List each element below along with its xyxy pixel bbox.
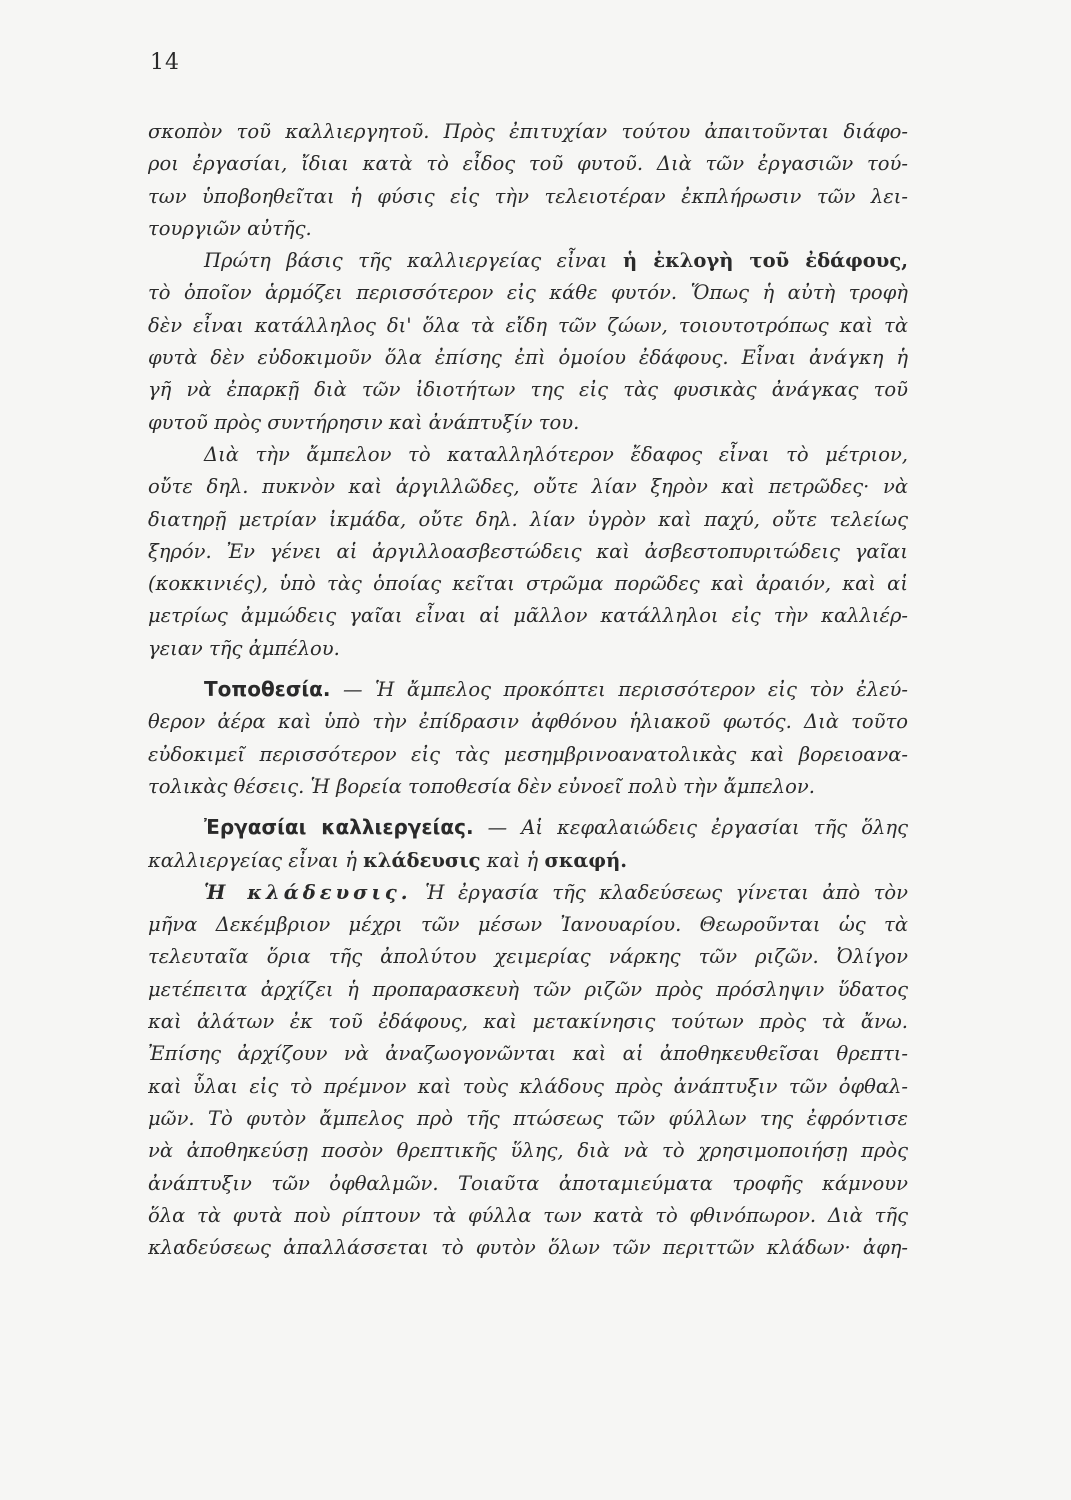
emphasis-digging: σκαφή. bbox=[544, 848, 628, 872]
text-line: ὅλα τὰ φυτὰ ποὺ ρίπτουν τὰ φύλλα των κατὰ τὸ φθινόπωρον. Διὰ τῆς bbox=[148, 1203, 908, 1227]
text-line: τολικὰς θέσεις. Ἡ βορεία τοποθεσία δὲν εὐνοεῖ πολὺ τὴν ἄμπελον. bbox=[148, 774, 815, 798]
text-line: θερον ἀέρα καὶ ὑπὸ τὴν ἐπίδρασιν ἀφθόνου ἡλιακοῦ φωτός. Διὰ τοῦτο bbox=[148, 710, 908, 734]
text-line: Ἐπίσης ἀρχίζουν νὰ ἀναζωογονῶνται καὶ αἱ ἀποθηκευθεῖσαι θρεπτι- bbox=[148, 1042, 908, 1066]
section-heading-cultivation: Ἐργασίαι καλλιεργείας. bbox=[204, 815, 474, 840]
text-line: καὶ ὗλαι εἰς τὸ πρέμνον καὶ τοὺς κλάδους πρὸς ἀνάπτυξιν τῶν ὀφθαλ- bbox=[148, 1074, 908, 1098]
paragraph-soil-choice bbox=[148, 245, 908, 439]
text-line bbox=[148, 245, 908, 277]
text-run: καὶ ἡ bbox=[486, 848, 539, 872]
text-line: τουργιῶν αὐτῆς. bbox=[148, 216, 312, 240]
text-line: διατηρῇ μετρίαν ἰκμάδα, οὔτε δηλ. λίαν ὑγρὸν καὶ παχύ, οὔτε τελείως bbox=[148, 507, 908, 531]
text-line: φυτοῦ πρὸς συντήρησιν καὶ ἀνάπτυξίν του. bbox=[148, 410, 580, 434]
text-run: καλλιεργείας εἶναι ἡ bbox=[148, 848, 357, 872]
text-line: μῶν. Τὸ φυτὸν ἄμπελος πρὸ τῆς πτώσεως τῶν φύλλων της ἐφρόντισε bbox=[148, 1106, 908, 1130]
text-line: γῆ νὰ ἐπαρκῇ διὰ τῶν ἰδιοτήτων της εἰς τὰς φυσικὰς ἀνάγκας τοῦ bbox=[148, 378, 908, 402]
text-run: — Αἱ κεφαλαιώδεις ἐργασίαι τῆς ὅλης bbox=[487, 816, 908, 840]
text-line: καὶ ἀλάτων ἐκ τοῦ ἐδάφους, καὶ μετακίνησις τούτων πρὸς τὰ ἄνω. bbox=[148, 1010, 908, 1034]
text-line: ἀνάπτυξιν τῶν ὀφθαλμῶν. Τοιαῦτα ἀποταμιεύματα τροφῆς κάμνουν bbox=[148, 1171, 908, 1195]
paragraph-pruning bbox=[148, 877, 908, 1265]
paragraph-purpose bbox=[148, 116, 908, 245]
text-line: εὐδοκιμεῖ περισσότερον εἰς τὰς μεσημβρινοανατολικὰς καὶ βορειοανα- bbox=[148, 742, 908, 766]
text-line: μῆνα Δεκέμβριον μέχρι τῶν μέσων Ἰανουαρίου. Θεωροῦνται ὡς τὰ bbox=[148, 913, 908, 937]
text-run: — Ἡ ἄμπελος προκόπτει περισσότερον εἰς τὸν ἐλεύ- bbox=[343, 678, 908, 702]
paragraph-location bbox=[148, 673, 908, 803]
text-line: δὲν εἶναι κατάλληλος δι' ὅλα τὰ εἴδη τῶν ζώων, τοιουτοτρόπως καὶ τὰ bbox=[148, 313, 908, 337]
text-line: νὰ ἀποθηκεύσῃ ποσὸν θρεπτικῆς ὕλης, διὰ νὰ τὸ χρησιμοποιήσῃ πρὸς bbox=[148, 1139, 908, 1163]
text-line: οὔτε δηλ. πυκνὸν καὶ ἀργιλλῶδες, οὔτε λίαν ξηρὸν καὶ πετρῶδες· νὰ bbox=[148, 475, 908, 499]
text-line bbox=[148, 673, 908, 706]
text-line: ξηρόν. Ἐν γένει αἱ ἀργιλλοασβεστώδεις καὶ ἀσβεστοπυριτώδεις γαῖαι bbox=[148, 539, 908, 563]
text-line: κλαδεύσεως ἀπαλλάσσεται τὸ φυτὸν ὅλων τῶν περιττῶν κλάδων· ἀφη- bbox=[148, 1236, 908, 1260]
text-run: Ἡ ἐργασία τῆς κλαδεύσεως γίνεται ἀπὸ τὸν bbox=[425, 880, 908, 904]
page-number: 14 bbox=[150, 50, 180, 75]
text-line: ροι ἐργασίαι, ἴδιαι κατὰ τὸ εἶδος τοῦ φυτοῦ. Διὰ τῶν ἐργασιῶν τού- bbox=[148, 152, 908, 176]
text-line: (κοκκινιές), ὑπὸ τὰς ὁποίας κεῖται στρῶμα πορῶδες καὶ ἀραιόν, καὶ αἱ bbox=[148, 572, 908, 596]
text-line: μετέπειτα ἀρχίζει ἡ προπαρασκευὴ τῶν ριζῶν πρὸς πρόσληψιν ὕδατος bbox=[148, 977, 908, 1001]
emphasis-soil-choice: ἡ ἐκλογὴ τοῦ ἐδάφους, bbox=[622, 249, 908, 273]
text-line: σκοπὸν τοῦ καλλιεργητοῦ. Πρὸς ἐπιτυχίαν τούτου ἀπαιτοῦνται διάφο- bbox=[148, 120, 908, 143]
text-line bbox=[148, 877, 908, 909]
section-heading-location: Τοποθεσία. bbox=[204, 677, 331, 702]
text-line: των ὑποβοηθεῖται ἡ φύσις εἰς τὴν τελειοτέραν ἐκπλήρωσιν τῶν λει- bbox=[148, 184, 908, 208]
text-line bbox=[148, 811, 908, 844]
body-text bbox=[148, 116, 908, 1264]
text-line: τὸ ὁποῖον ἁρμόζει περισσότερον εἰς κάθε φυτόν. Ὅπως ἡ αὐτὴ τροφὴ bbox=[148, 281, 908, 305]
text-run: Πρώτη βάσις τῆς καλλιεργείας εἶναι bbox=[204, 249, 608, 273]
text-line: φυτὰ δὲν εὐδοκιμοῦν ὅλα ἐπίσης ἐπὶ ὁμοίου ἐδάφους. Εἶναι ἀνάγκη ἡ bbox=[148, 346, 908, 370]
paragraph-vine-soil bbox=[148, 439, 908, 665]
text-line: μετρίως ἀμμώδεις γαῖαι εἶναι αἱ μᾶλλον κατάλληλοι εἰς τὴν καλλιέρ- bbox=[148, 604, 908, 628]
emphasis-pruning: κλάδευσις bbox=[363, 848, 481, 872]
section-heading-pruning: Ἡ κλάδευσις. bbox=[204, 880, 412, 904]
text-line bbox=[148, 845, 908, 877]
text-line: τελευταῖα ὅρια τῆς ἀπολύτου χειμερίας νάρκης τῶν ριζῶν. Ὀλίγον bbox=[148, 945, 908, 969]
paragraph-cultivation-work bbox=[148, 811, 908, 877]
text-line: γειαν τῆς ἀμπέλου. bbox=[148, 636, 340, 660]
text-line: Διὰ τὴν ἄμπελον τὸ καταλληλότερον ἔδαφος εἶναι τὸ μέτριον, bbox=[204, 442, 908, 466]
